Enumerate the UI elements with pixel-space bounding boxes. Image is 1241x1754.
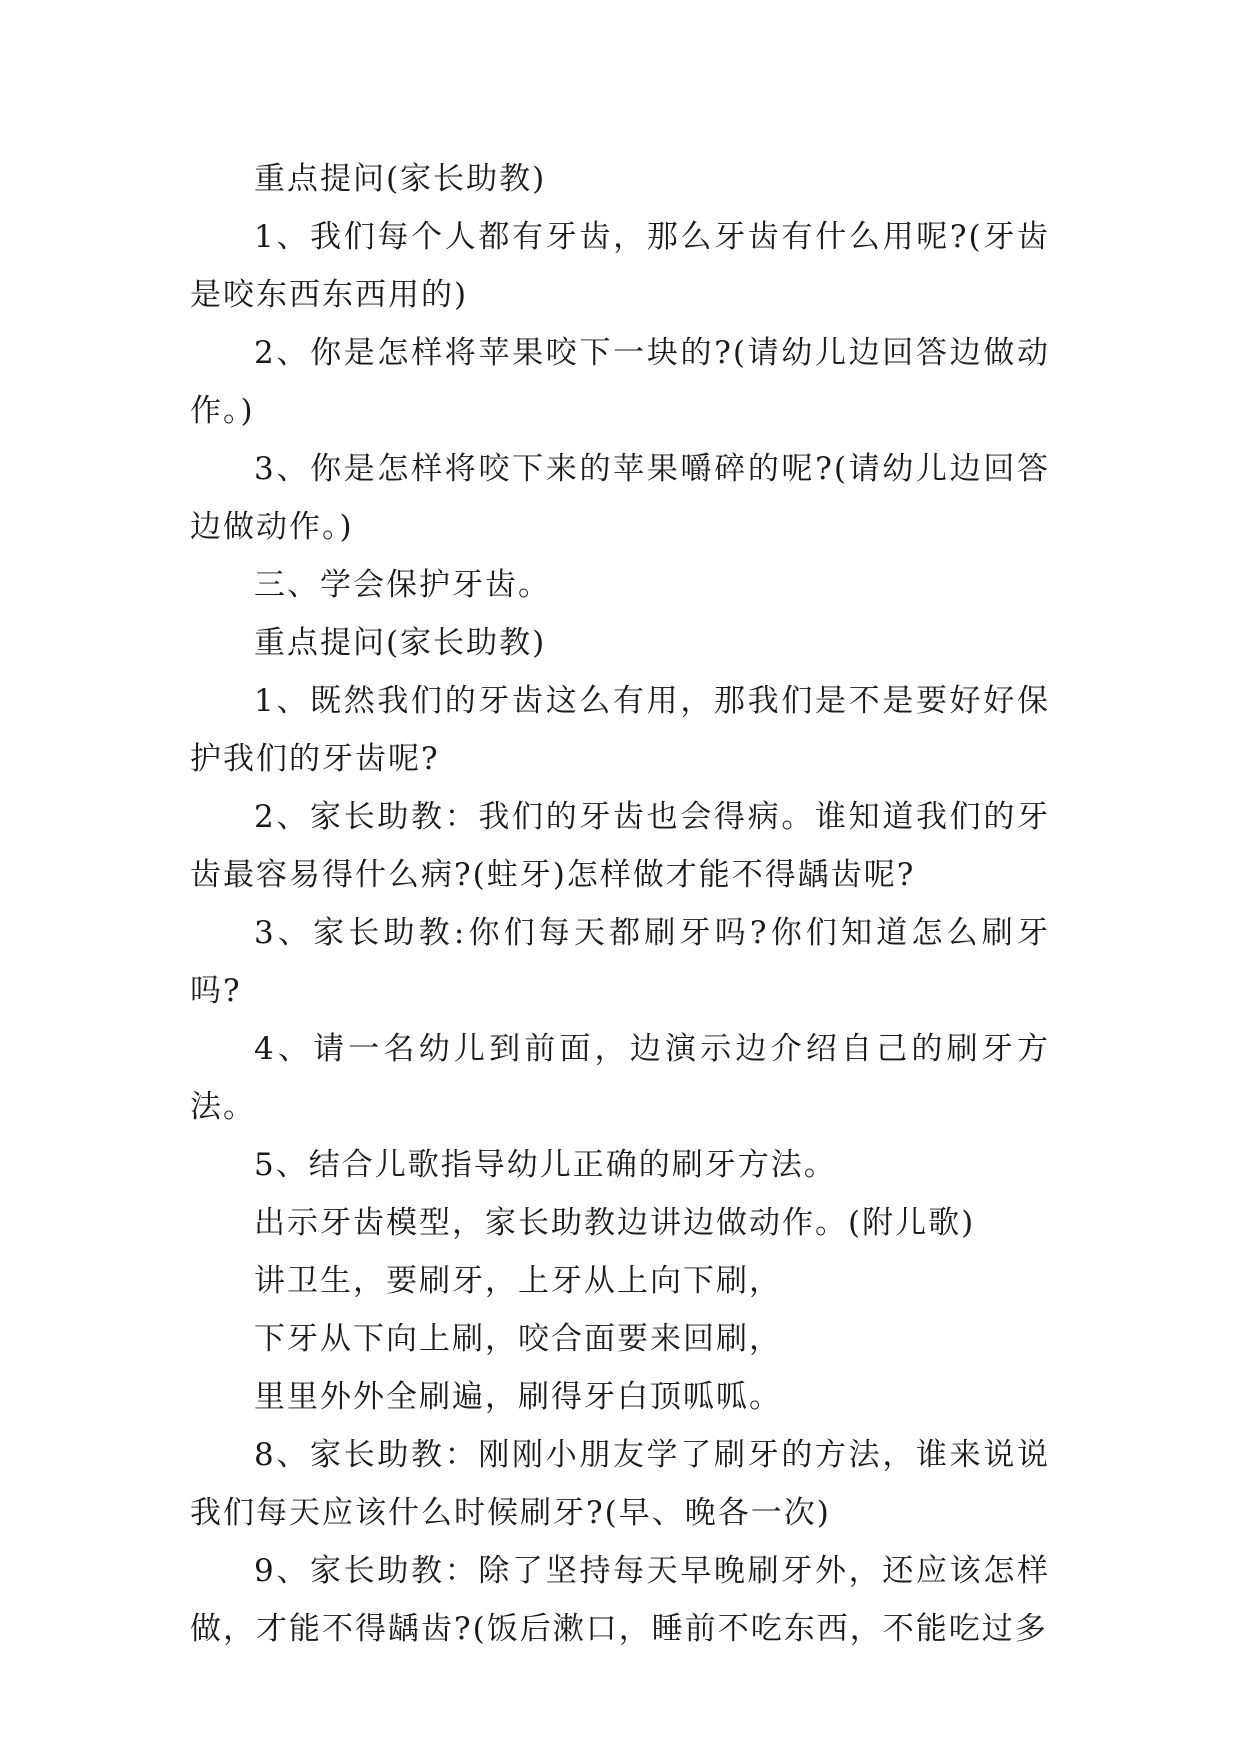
paragraph-protect-3: 3、家长助教:你们每天都刷牙吗?你们知道怎么刷牙吗? xyxy=(190,915,1050,1009)
paragraph-heading-key-questions-2: 重点提问(家长助教) xyxy=(254,625,547,661)
paragraph-question-3: 3、你是怎样将咬下来的苹果嚼碎的呢?(请幼儿边回答边做动作。) xyxy=(190,451,1050,545)
paragraph-question-2: 2、你是怎样将苹果咬下一块的?(请幼儿边回答边做动作。) xyxy=(190,335,1050,429)
paragraph-section-three-heading: 三、学会保护牙齿。 xyxy=(254,567,551,603)
paragraph-question-1: 1、我们每个人都有牙齿，那么牙齿有什么用呢?(牙齿是咬东西东西用的) xyxy=(190,219,1050,313)
paragraph-song-line-1: 讲卫生，要刷牙，上牙从上向下刷， xyxy=(254,1263,782,1299)
paragraph-protect-2: 2、家长助教：我们的牙齿也会得病。谁知道我们的牙齿最容易得什么病?(蛀牙)怎样做才能不得龋齿呢? xyxy=(190,799,1050,893)
paragraph-protect-4: 4、请一名幼儿到前面，边演示边介绍自己的刷牙方法。 xyxy=(190,1031,1050,1125)
paragraph-heading-key-questions: 重点提问(家长助教) xyxy=(254,161,547,197)
paragraph-protect-9: 9、家长助教：除了坚持每天早晚刷牙外，还应该怎样做，才能不得龋齿?(饭后漱口，睡前不吃东西，不能吃过多 xyxy=(190,1553,1050,1647)
paragraph-protect-1: 1、既然我们的牙齿这么有用，那我们是不是要好好保护我们的牙齿呢? xyxy=(190,683,1050,777)
paragraph-song-line-3: 里里外外全刷遍，刷得牙白顶呱呱。 xyxy=(254,1379,782,1415)
paragraph-protect-5: 5、结合儿歌指导幼儿正确的刷牙方法。 xyxy=(254,1147,837,1183)
paragraph-song-line-2: 下牙从下向上刷，咬合面要来回刷， xyxy=(254,1321,782,1357)
paragraph-model-demo: 出示牙齿模型，家长助教边讲边做动作。(附儿歌) xyxy=(254,1205,976,1241)
paragraph-protect-8: 8、家长助教：刚刚小朋友学了刷牙的方法，谁来说说我们每天应该什么时候刷牙?(早、晚各一次) xyxy=(190,1437,1050,1531)
document-body xyxy=(190,150,1050,1658)
